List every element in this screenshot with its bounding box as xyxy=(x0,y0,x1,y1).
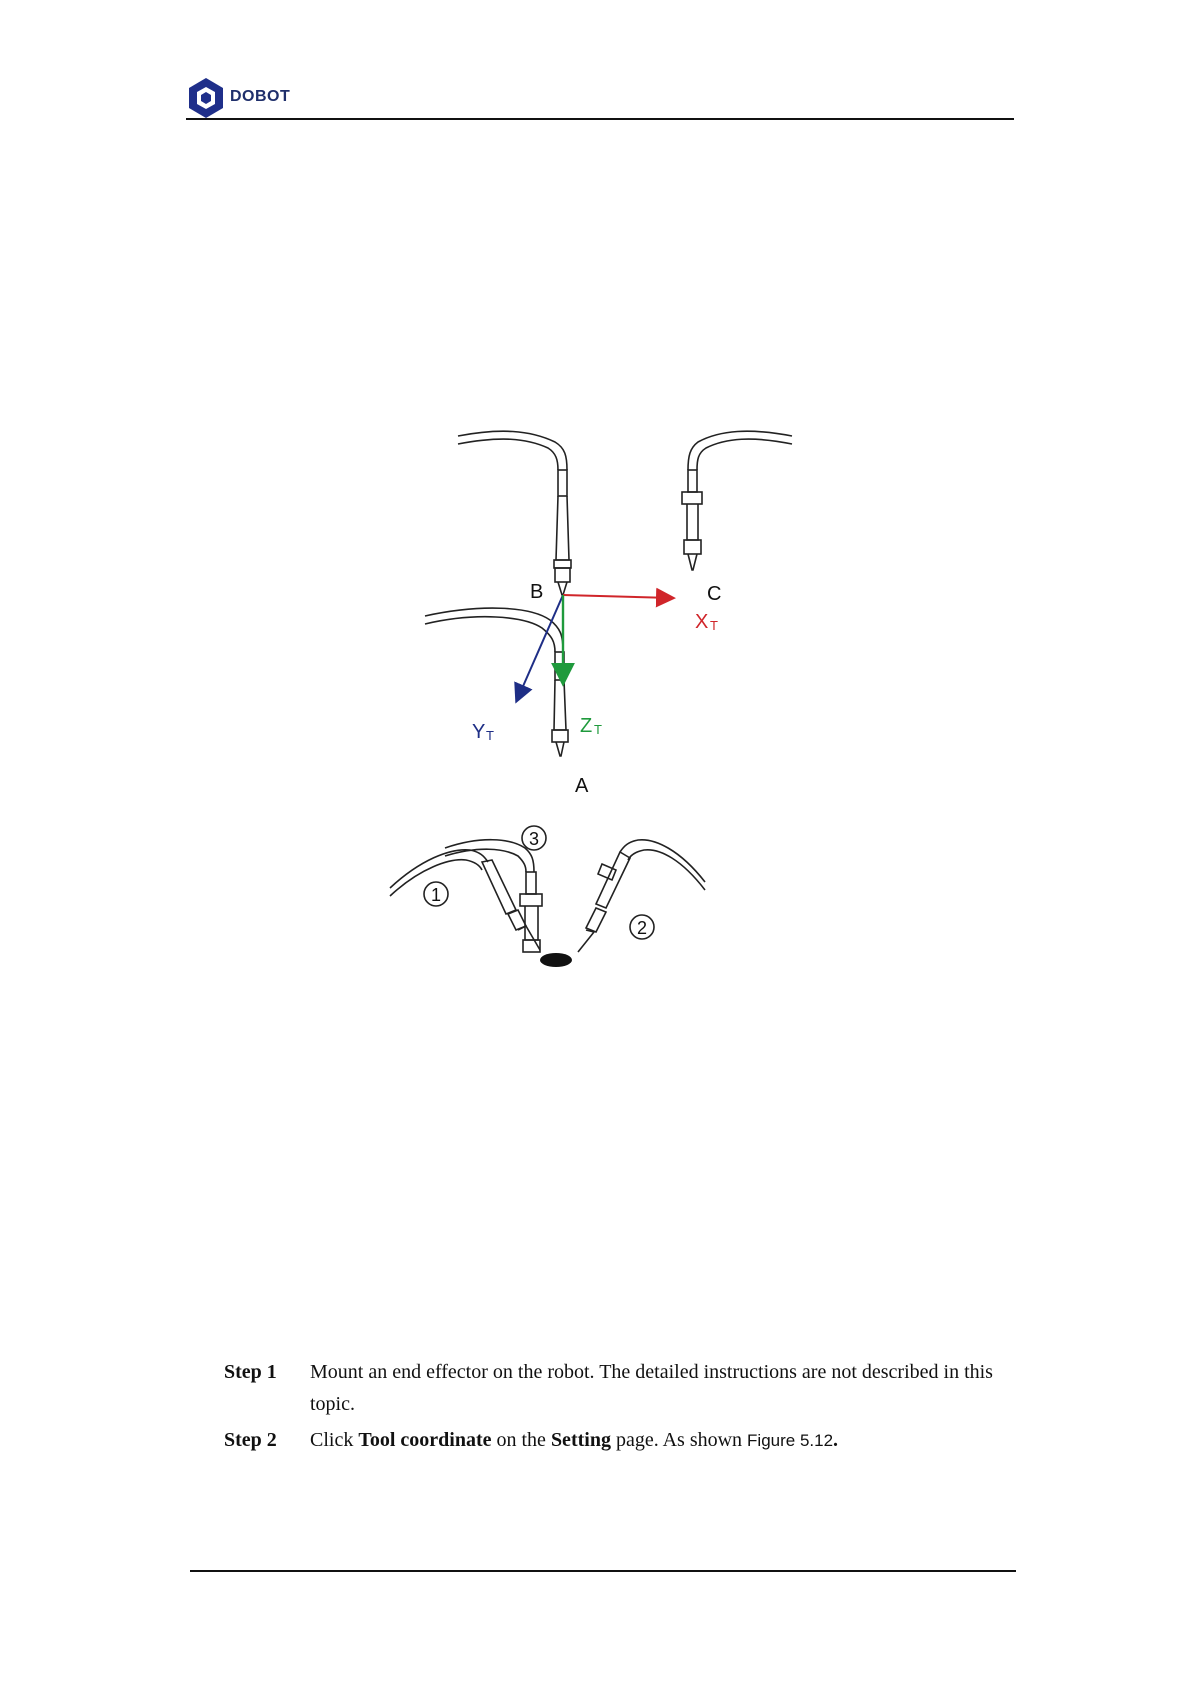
point-a-label: A xyxy=(575,775,589,797)
callout-3-label: 3 xyxy=(528,829,540,849)
figure-reference-link[interactable]: Figure 5.12 xyxy=(747,1431,834,1450)
point-c-label: C xyxy=(707,583,722,605)
step-1 xyxy=(224,1356,1024,1420)
callout-1-label: 1 xyxy=(430,885,442,905)
footer-divider xyxy=(190,1570,1016,1572)
brand-name: DOBOT xyxy=(230,88,291,105)
procedure-steps xyxy=(224,1356,1024,1461)
header-divider xyxy=(186,118,1014,120)
step-2 xyxy=(224,1424,1024,1457)
z-axis-subscript: T xyxy=(594,722,602,737)
tool-c-drawing xyxy=(682,431,792,570)
tool-coordinate-figure xyxy=(380,420,840,1000)
x-axis-subscript: T xyxy=(710,618,718,633)
callout-2-label: 2 xyxy=(636,918,648,938)
step-1-text: Mount an end effector on the robot. The detailed instructions are not described in this topic. xyxy=(310,1361,993,1415)
point-b-label: B xyxy=(530,581,544,603)
tool-b-drawing xyxy=(458,431,571,595)
step-2-label: Step 2 xyxy=(224,1429,277,1451)
target-point xyxy=(540,953,572,967)
y-axis-subscript: T xyxy=(486,728,494,743)
z-axis-label: Z xyxy=(580,715,593,737)
page-header xyxy=(186,76,1014,120)
step-2-text: Click Tool coordinate on the Setting page. As shown Figure 5.12. xyxy=(310,1429,839,1451)
x-axis-arrow xyxy=(563,595,672,598)
setting-term: Setting xyxy=(550,1429,611,1451)
tool-coordinate-term: Tool coordinate xyxy=(358,1429,492,1451)
y-axis-label: Y xyxy=(472,721,486,743)
dobot-logo-icon xyxy=(186,76,226,120)
x-axis-label: X xyxy=(695,611,709,633)
step-1-label: Step 1 xyxy=(224,1361,277,1383)
